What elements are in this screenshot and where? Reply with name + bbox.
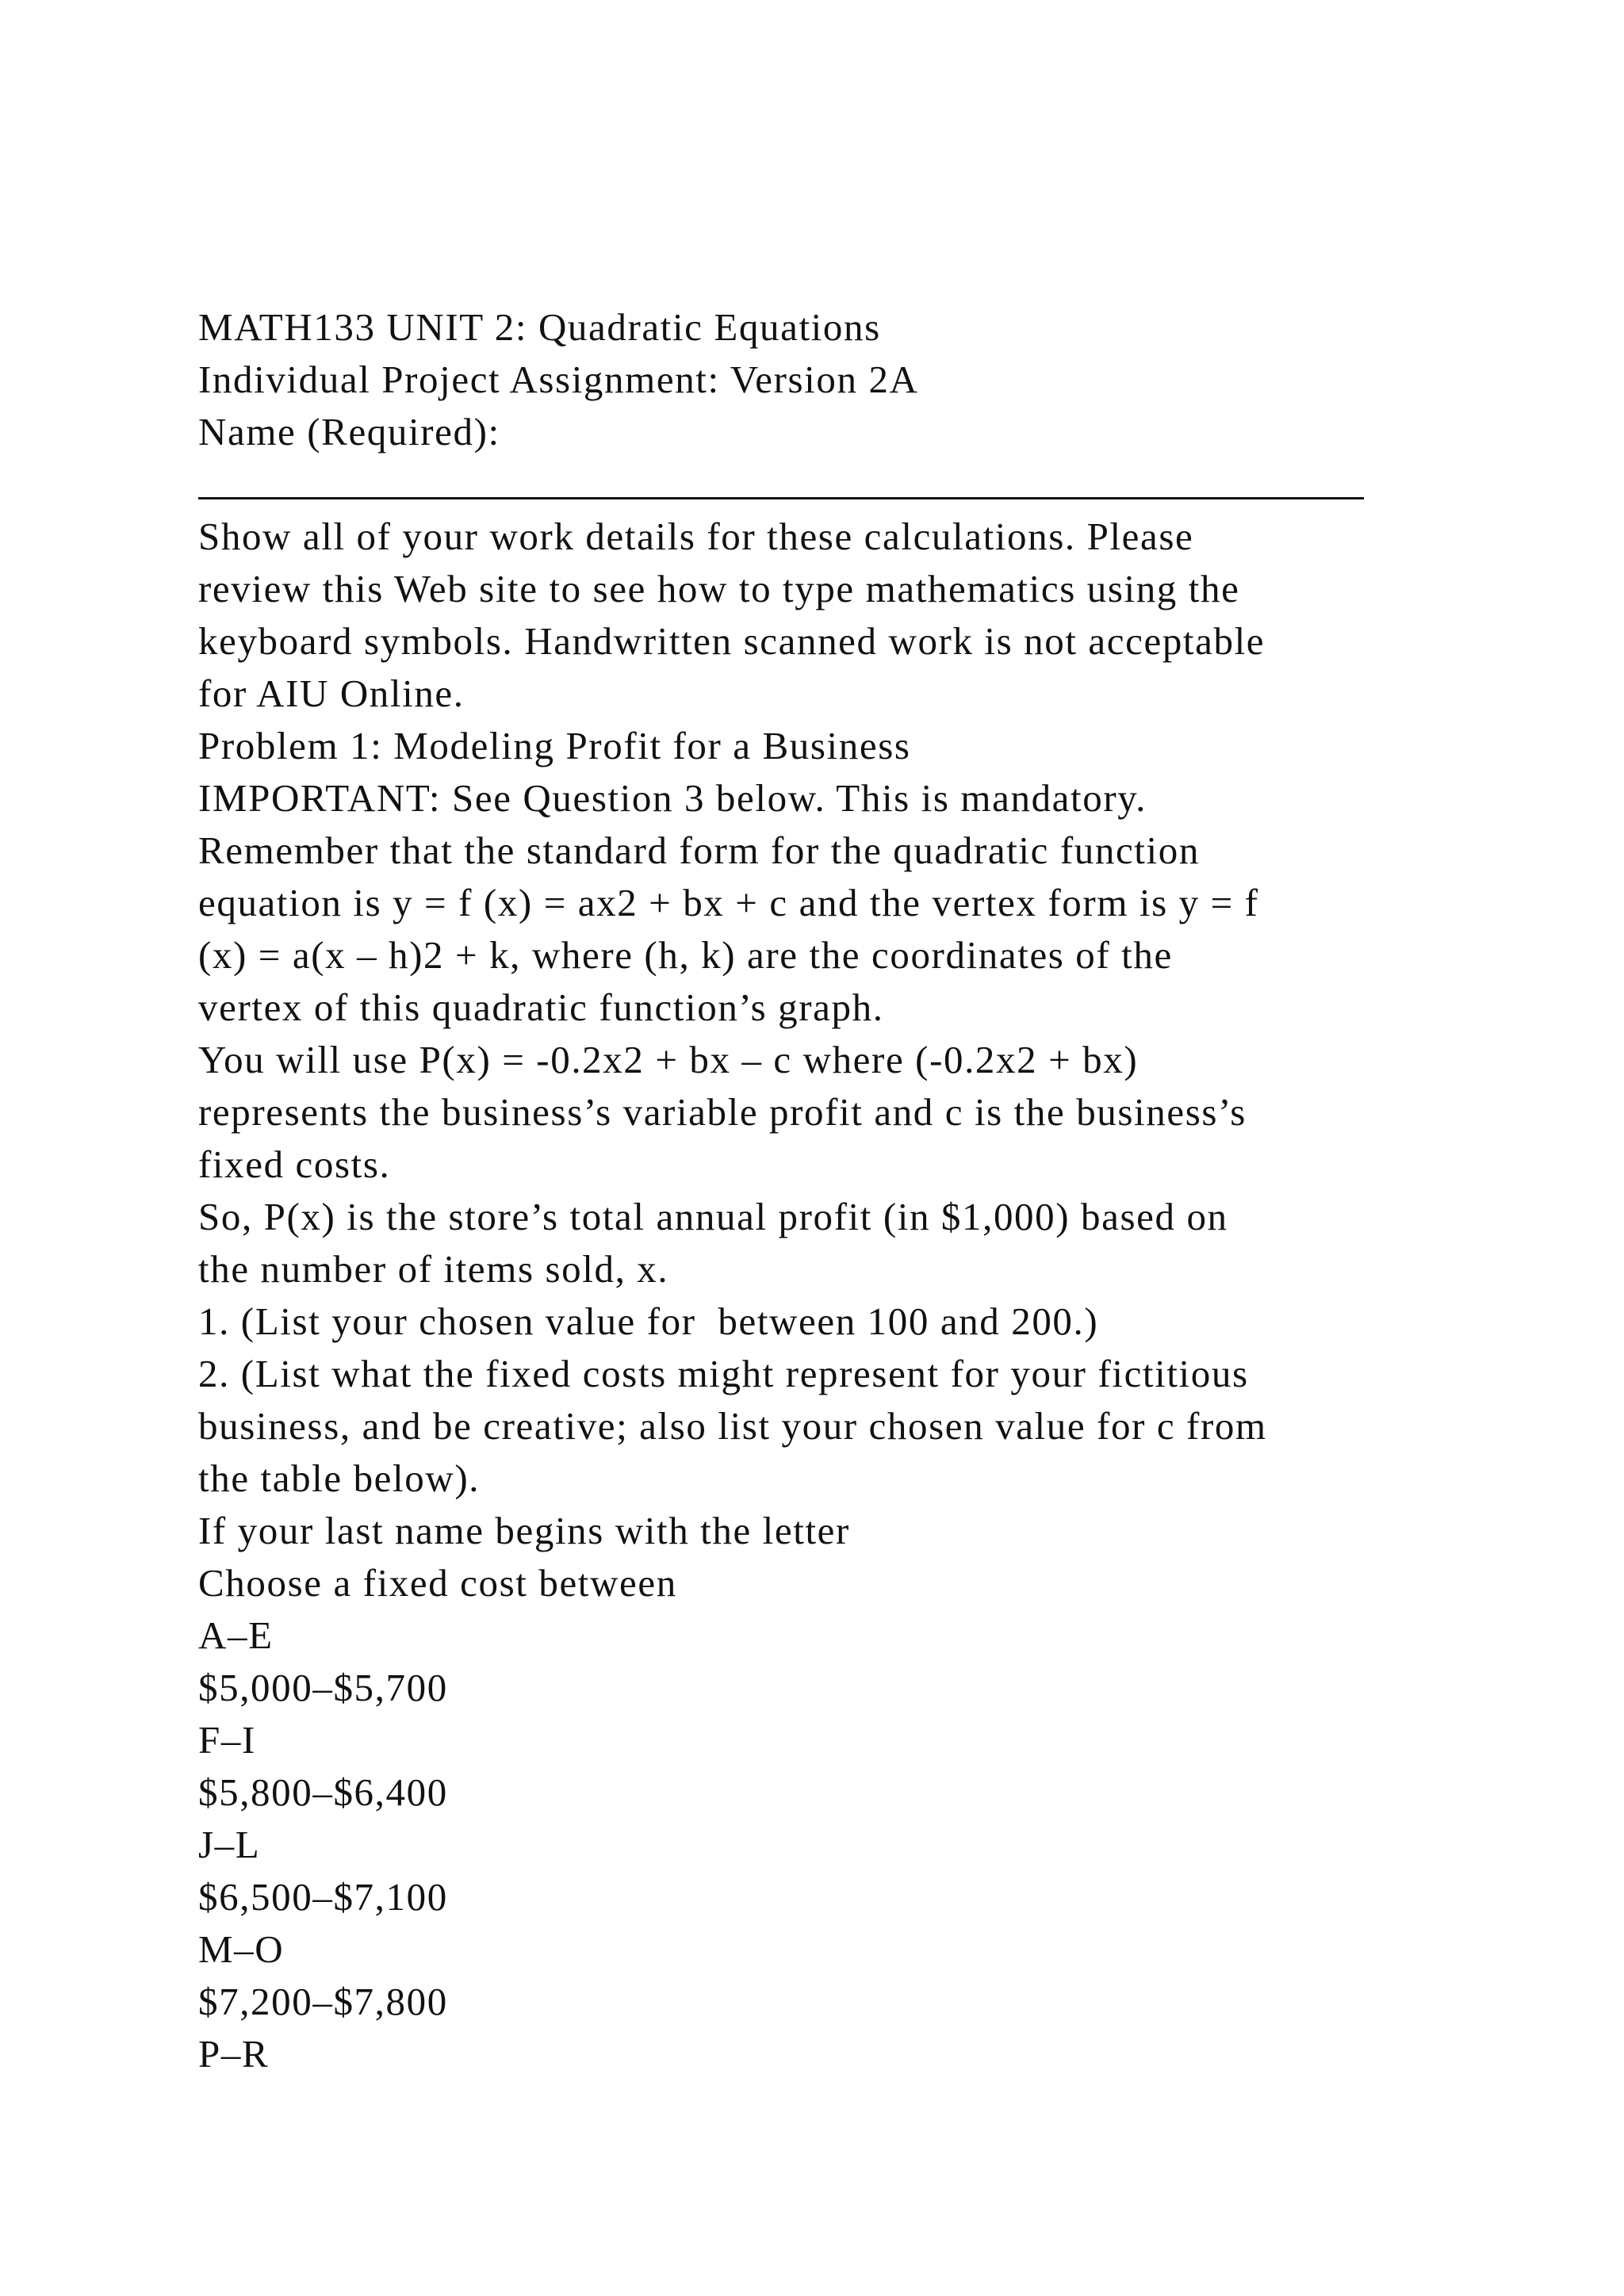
question-1: 1. (List your chosen value for between 100 and 200.) <box>198 1299 1099 1343</box>
problem-1-heading: Problem 1: Modeling Profit for a Business <box>198 724 911 767</box>
table-letters-m-o: M–O <box>198 1927 285 1971</box>
table-cost-a-e: $5,000–$5,700 <box>198 1666 448 1709</box>
profit-function-line-1: You will use P(x) = -0.2x2 + bx – c where (-0.2x2 + bx) <box>198 1038 1139 1081</box>
question-2-line-1: 2. (List what the fixed costs might represent for your fictitious <box>198 1352 1249 1395</box>
table-cost-j-l: $6,500–$7,100 <box>198 1875 448 1919</box>
total-profit-line-1: So, P(x) is the store’s total annual profit (in $1,000) based on <box>198 1195 1228 1238</box>
table-header-letter: If your last name begins with the letter <box>198 1509 850 1552</box>
standard-form-line-4: vertex of this quadratic function’s graph. <box>198 985 884 1029</box>
question-2-line-2: business, and be creative; also list your chosen value for c from <box>198 1404 1267 1448</box>
standard-form-line-2: equation is y = f (x) = ax2 + bx + c and the vertex form is y = f <box>198 881 1259 924</box>
table-cost-m-o: $7,200–$7,800 <box>198 1980 448 2023</box>
profit-function-line-2: represents the business’s variable profit and c is the business’s <box>198 1090 1247 1134</box>
total-profit-line-2: the number of items sold, x. <box>198 1247 669 1291</box>
document-body <box>198 301 1499 2080</box>
name-label: Name (Required): <box>198 410 500 453</box>
course-title: MATH133 UNIT 2: Quadratic Equations <box>198 305 881 349</box>
table-header-cost: Choose a fixed cost between <box>198 1561 677 1605</box>
important-note: IMPORTANT: See Question 3 below. This is mandatory. <box>198 776 1147 820</box>
table-letters-j-l: J–L <box>198 1823 261 1866</box>
table-cost-f-i: $5,800–$6,400 <box>198 1770 448 1814</box>
instructions-line-3: keyboard symbols. Handwritten scanned work is not acceptable <box>198 619 1266 663</box>
profit-function-line-3: fixed costs. <box>198 1142 391 1186</box>
instructions-line-4: for AIU Online. <box>198 672 465 715</box>
table-letters-a-e: A–E <box>198 1613 274 1657</box>
standard-form-line-1: Remember that the standard form for the quadratic function <box>198 828 1200 872</box>
standard-form-line-3: (x) = a(x – h)2 + k, where (h, k) are the coordinates of the <box>198 933 1173 977</box>
name-underline <box>198 458 1364 511</box>
instructions-line-1: Show all of your work details for these calculations. Please <box>198 515 1194 558</box>
instructions-line-2: review this Web site to see how to type mathematics using the <box>198 567 1240 610</box>
assignment-title: Individual Project Assignment: Version 2A <box>198 358 919 401</box>
table-letters-f-i: F–I <box>198 1718 256 1762</box>
table-letters-p-r: P–R <box>198 2032 270 2076</box>
question-2-line-3: the table below). <box>198 1456 481 1500</box>
